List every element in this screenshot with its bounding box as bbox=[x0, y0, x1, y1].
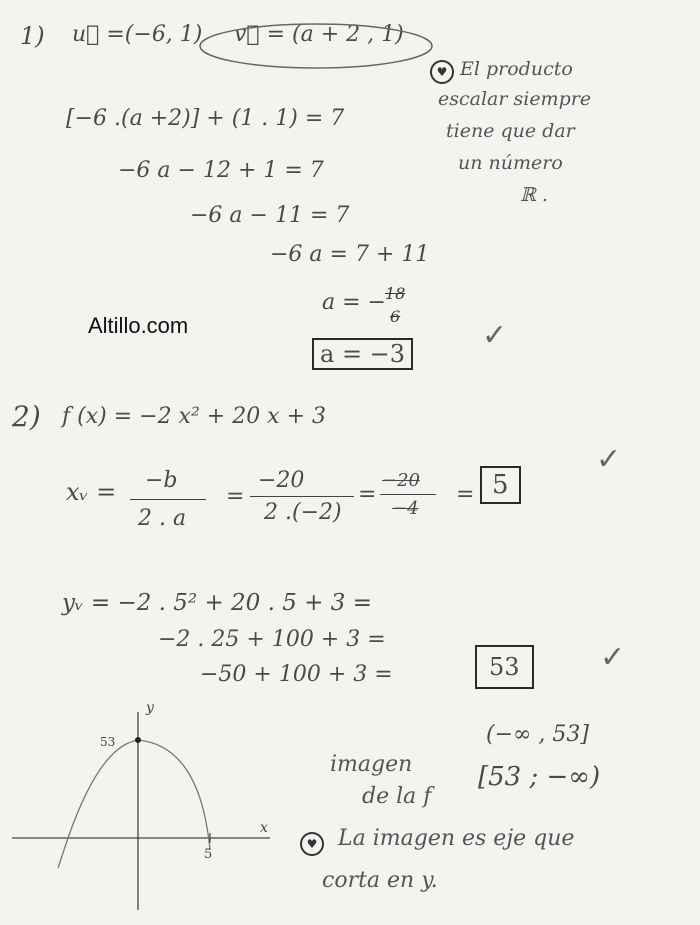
p1-line-2: −6 a − 12 + 1 = 7 bbox=[118, 158, 324, 183]
p2-xv-label: xᵥ = bbox=[66, 478, 117, 506]
checkmark-icon: ✓ bbox=[482, 318, 508, 353]
problem-2-number: 2) bbox=[12, 400, 41, 433]
p1-note-line-2: escalar siempre bbox=[438, 88, 592, 110]
p2-xv-frac3-den: −4 bbox=[392, 498, 419, 519]
parabola-curve-extension bbox=[58, 838, 68, 868]
p2-note-line-1: La imagen es eje que bbox=[338, 826, 575, 851]
p2-function: f (x) = −2 x² + 20 x + 3 bbox=[62, 404, 327, 429]
p2-xv-frac1-num: −b bbox=[145, 468, 178, 493]
parabola-curve bbox=[68, 740, 210, 850]
p1-note-line-3: tiene que dar bbox=[446, 120, 575, 142]
vertex-point bbox=[135, 737, 141, 743]
p2-xv-frac3-num: −20 bbox=[382, 470, 420, 491]
p2-image-label-1: imagen bbox=[330, 752, 413, 777]
fraction-bar bbox=[380, 494, 436, 495]
vector-v: v⃗ = (a + 2 , 1) bbox=[234, 22, 404, 47]
p1-line-5-denominator: 6 bbox=[390, 307, 401, 326]
p2-xv-frac1-den: 2 . a bbox=[138, 506, 187, 531]
vector-u: u⃗ =(−6, 1) bbox=[72, 22, 203, 47]
p2-xv-result-box: 5 bbox=[480, 466, 521, 504]
p1-note-line-5: ℝ . bbox=[520, 184, 548, 206]
p1-result-box: a = −3 bbox=[312, 338, 413, 370]
fraction-bar bbox=[130, 499, 206, 500]
problem-1-number: 1) bbox=[20, 22, 45, 50]
p1-note-line-4: un número bbox=[458, 152, 563, 174]
checkmark-icon: ✓ bbox=[596, 442, 622, 477]
p2-yv-result-box: 53 bbox=[475, 645, 534, 689]
p1-note-line-1: El producto bbox=[460, 58, 573, 80]
watermark-text: Altillo.com bbox=[88, 313, 189, 338]
p2-yv-line-3: −50 + 100 + 3 = bbox=[200, 662, 393, 687]
vertex-label: 53 bbox=[100, 735, 116, 749]
y-axis-label: y bbox=[146, 700, 154, 716]
p1-line-5-numerator: 18 bbox=[385, 284, 406, 303]
p1-line-4: −6 a = 7 + 11 bbox=[270, 242, 430, 267]
equals-sign: = bbox=[226, 484, 245, 509]
p2-yv-line-2: −2 . 25 + 100 + 3 = bbox=[158, 627, 386, 652]
p2-image-interval: (−∞ , 53] bbox=[486, 722, 589, 747]
p2-image-label-2: de la f bbox=[362, 784, 432, 809]
p1-line-1: [−6 .(a +2)] + (1 . 1) = 7 bbox=[66, 106, 345, 131]
heart-icon: ♥ bbox=[430, 60, 454, 84]
heart-icon: ♥ bbox=[300, 832, 324, 856]
equals-sign: = bbox=[358, 482, 377, 507]
fraction-bar bbox=[250, 496, 354, 497]
x-axis-label: x bbox=[260, 820, 268, 836]
p1-line-5-lhs: a = − bbox=[322, 290, 386, 315]
p1-line-3: −6 a − 11 = 7 bbox=[190, 203, 350, 228]
p2-note-line-2: corta en y. bbox=[322, 868, 438, 893]
equals-sign: = bbox=[456, 482, 475, 507]
p2-image-crossed: [53 ; −∞) bbox=[478, 762, 601, 792]
x-tick-label: 5 bbox=[204, 847, 213, 862]
highlight-ellipse bbox=[196, 20, 436, 72]
p2-xv-frac2-den: 2 .(−2) bbox=[264, 500, 342, 525]
checkmark-icon: ✓ bbox=[600, 640, 626, 675]
p2-yv-line-1: yᵥ = −2 . 5² + 20 . 5 + 3 = bbox=[62, 590, 372, 616]
parabola-graph bbox=[0, 690, 290, 925]
p2-xv-frac2-num: −20 bbox=[258, 468, 305, 493]
